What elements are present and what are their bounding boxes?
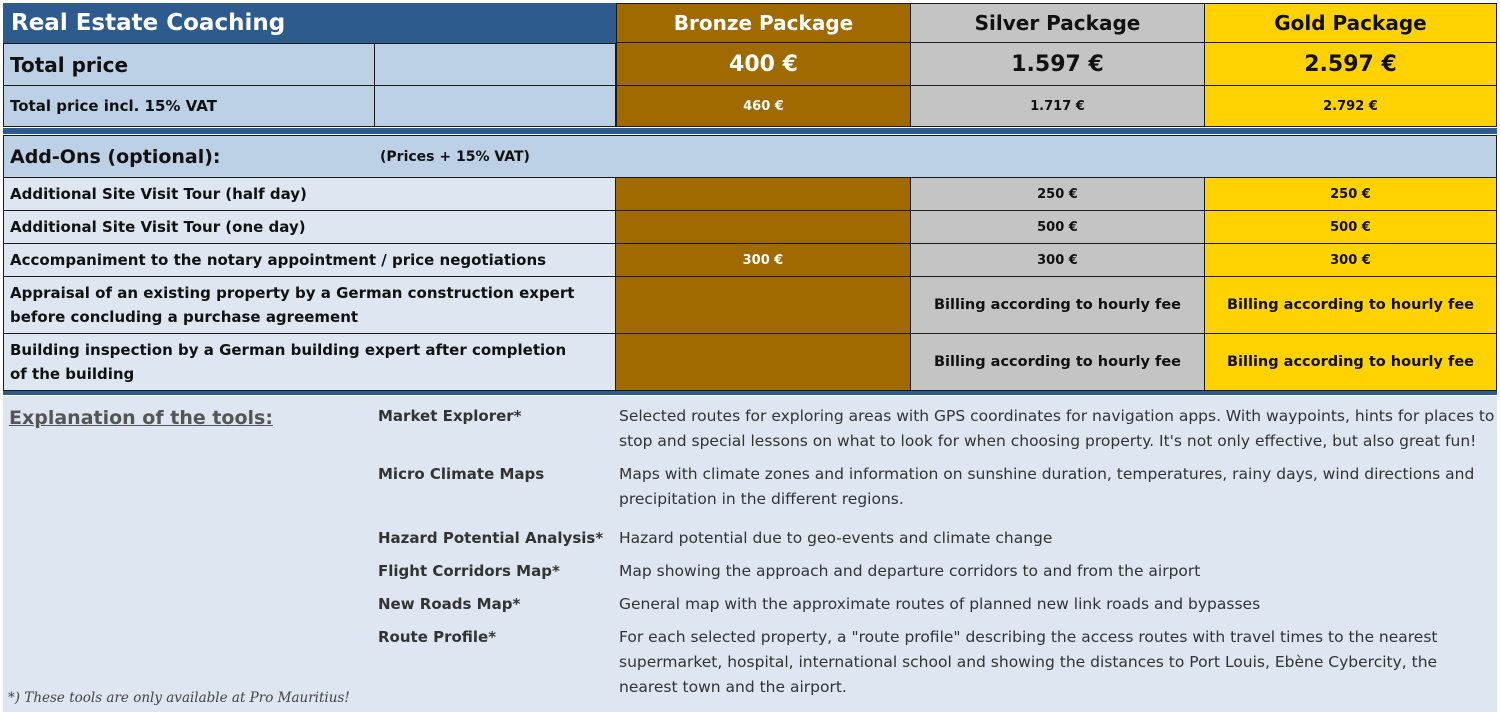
tools-footnote: *) These tools are only available at Pro Mauritius! [8, 690, 350, 706]
section-divider [3, 391, 1497, 395]
addons-vat-note: (Prices + 15% VAT) [380, 149, 530, 165]
tools-heading: Explanation of the tools: [9, 407, 273, 429]
addon-bronze-value: 300 € [616, 244, 911, 277]
bronze-vat-price: 460 € [616, 86, 911, 127]
page-title: Real Estate Coaching [3, 3, 616, 43]
addon-silver-value: 300 € [911, 244, 1205, 277]
tool-description: For each selected property, a "route profile" describing the access routes with travel times to the nearest supermarket, hospital, international school and showing the distances to Port Louis, Ebène Cybercity, the nearest town and the airport. [619, 628, 1438, 696]
tool-description: Maps with climate zones and information on sunshine duration, temperatures, rainy days, wind directions and precipitation in the different regions. [619, 465, 1475, 508]
tool-description: General map with the approximate routes of planned new link roads and bypasses [619, 595, 1261, 613]
gold-vat-price: 2.792 € [1205, 86, 1497, 127]
silver-package-header: Silver Package [911, 3, 1205, 43]
silver-total-price: 1.597 € [911, 43, 1205, 86]
tool-description: Selected routes for exploring areas with GPS coordinates for navigation apps. With waypoints, hints for places to stop and special lessons on what to look for when choosing property. It's not only effective, but also great fun! [619, 407, 1495, 450]
tool-name: Hazard Potential Analysis* [378, 529, 604, 547]
tool-name: Market Explorer* [378, 407, 522, 425]
addon-gold-value: Billing according to hourly fee [1205, 277, 1497, 334]
addon-silver-value: Billing according to hourly fee [911, 277, 1205, 334]
addon-bronze-value [616, 211, 911, 244]
addon-label: Additional Site Visit Tour (half day) [3, 178, 616, 211]
section-divider [3, 128, 1497, 134]
addon-gold-value: 500 € [1205, 211, 1497, 244]
vat-price-label: Total price incl. 15% VAT [3, 86, 375, 127]
total-price-label: Total price [3, 43, 375, 86]
bronze-total-price: 400 € [616, 43, 911, 86]
addon-label: Building inspection by a German building expert after completion of the building [3, 334, 616, 391]
tool-name: New Roads Map* [378, 595, 521, 613]
total-price-spacer [375, 43, 616, 86]
gold-package-header: Gold Package [1205, 3, 1497, 43]
addon-bronze-value [616, 277, 911, 334]
tool-description: Hazard potential due to geo-events and climate change [619, 529, 1053, 547]
addon-bronze-value [616, 334, 911, 391]
addon-silver-value: 500 € [911, 211, 1205, 244]
vat-price-spacer [375, 86, 616, 127]
tool-name: Route Profile* [378, 628, 497, 646]
addon-bronze-value [616, 178, 911, 211]
gold-total-price: 2.597 € [1205, 43, 1497, 86]
addon-gold-value: 250 € [1205, 178, 1497, 211]
tool-name: Flight Corridors Map* [378, 562, 560, 580]
bronze-package-header: Bronze Package [616, 3, 911, 43]
tool-name: Micro Climate Maps [378, 465, 545, 483]
addons-header [3, 135, 1497, 178]
addon-label: Additional Site Visit Tour (one day) [3, 211, 616, 244]
addon-label: Accompaniment to the notary appointment / price negotiations [3, 244, 616, 277]
addon-silver-value: Billing according to hourly fee [911, 334, 1205, 391]
addon-label: Appraisal of an existing property by a German construction expert before concluding a purchase agreement [3, 277, 616, 334]
addon-silver-value: 250 € [911, 178, 1205, 211]
tool-description: Map showing the approach and departure corridors to and from the airport [619, 562, 1201, 580]
addon-gold-value: Billing according to hourly fee [1205, 334, 1497, 391]
addon-gold-value: 300 € [1205, 244, 1497, 277]
silver-vat-price: 1.717 € [911, 86, 1205, 127]
addons-title: Add-Ons (optional): [10, 146, 221, 168]
